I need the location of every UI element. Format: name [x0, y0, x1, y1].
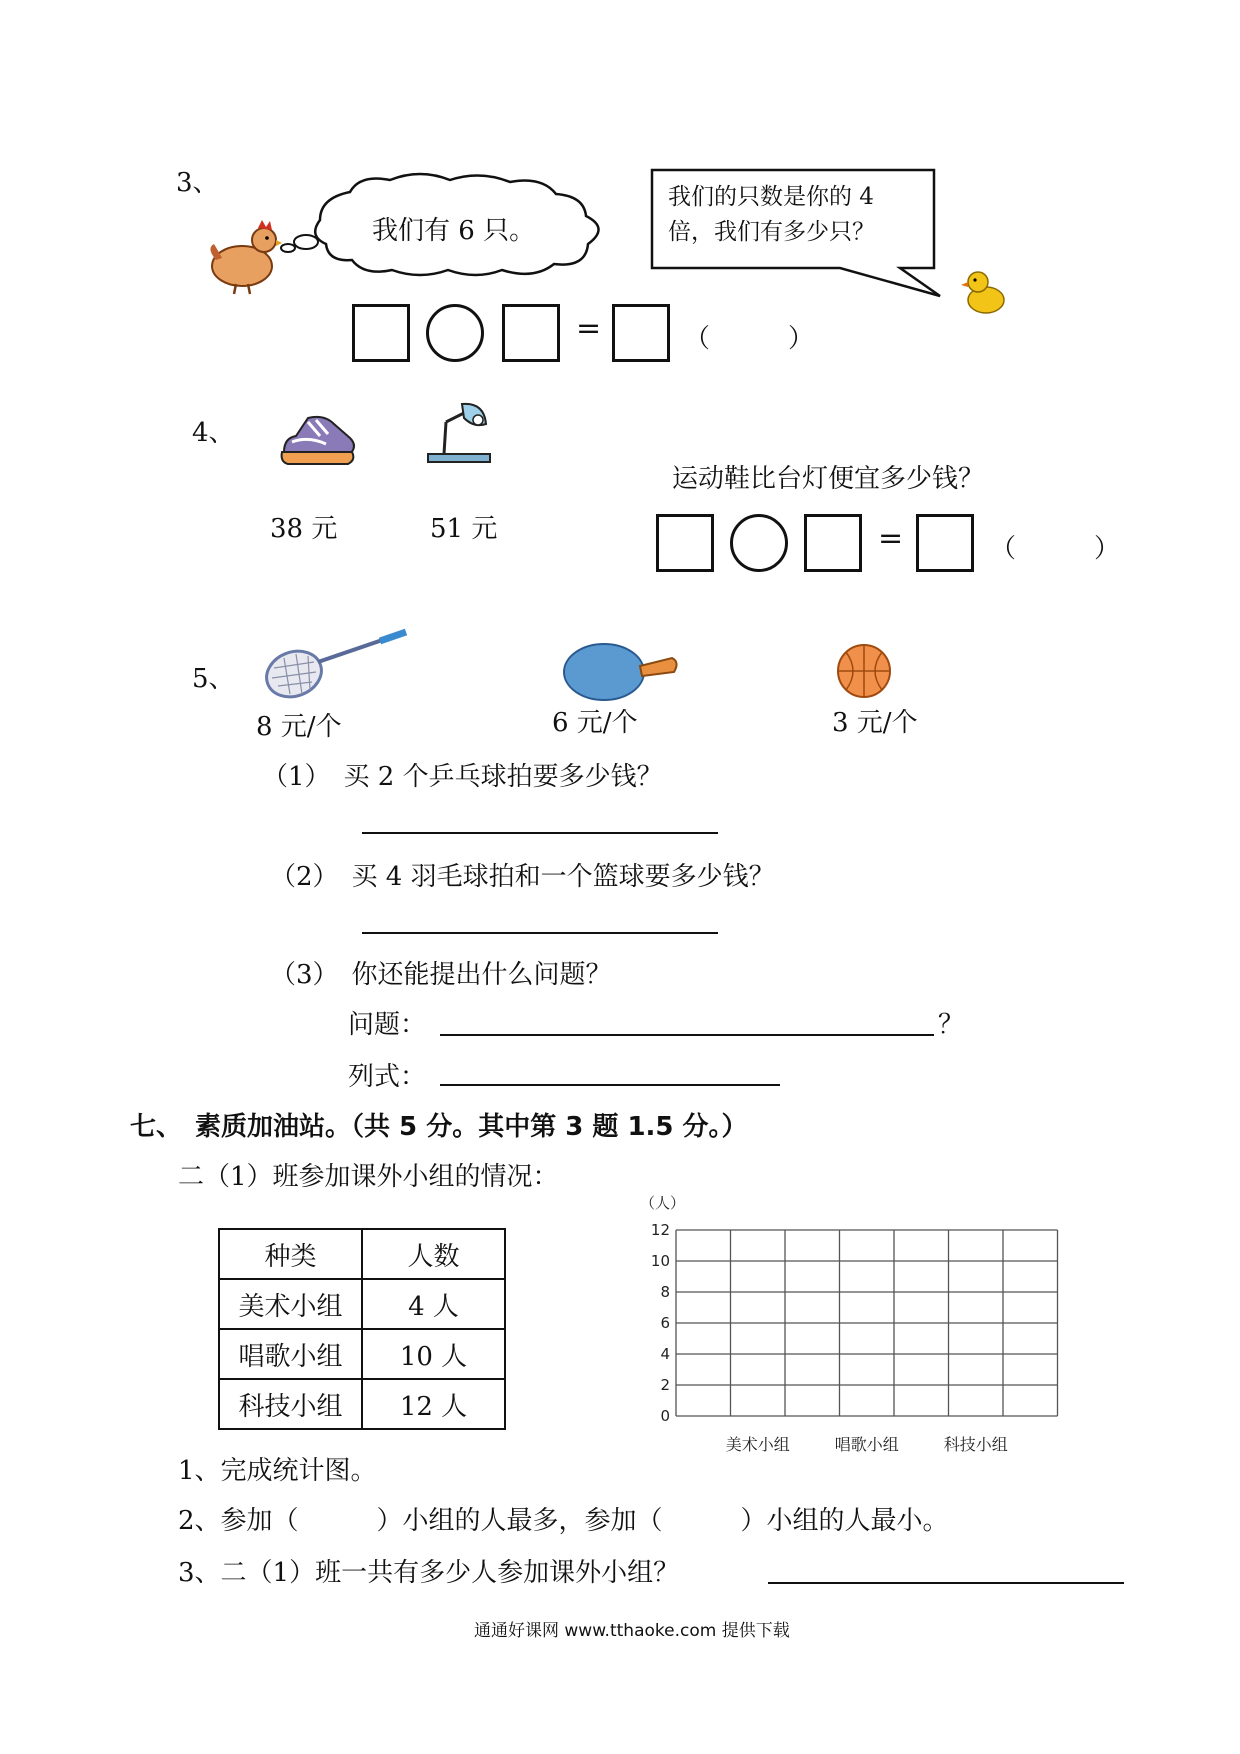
chick-speech-line1: 我们的只数是你的 4: [668, 184, 874, 210]
q5-formula-line[interactable]: [440, 1084, 780, 1086]
q5-question-line[interactable]: [440, 1034, 934, 1036]
q3-operand2-box[interactable]: [502, 304, 560, 362]
q4-result-box[interactable]: [916, 514, 974, 572]
section7-intro: 二（1）班参加课外小组的情况：: [178, 1162, 559, 1192]
q3-operand1-box[interactable]: [352, 304, 410, 362]
item1: 1、完成统计图。: [178, 1456, 377, 1486]
q4-operator-circle[interactable]: [730, 514, 788, 572]
badminton-racket-icon: [262, 628, 410, 706]
chick-speech-line2: 倍，我们有多少只？: [668, 219, 875, 245]
chick-speech-text: [668, 180, 875, 250]
q5-number: 5、: [192, 664, 235, 694]
chick-icon: [960, 268, 1010, 316]
q4-answer-paren[interactable]: （ ）: [990, 534, 1121, 564]
table-row: [219, 1379, 505, 1429]
hen-speech-text: 我们有 6 只。: [372, 216, 536, 246]
q5-sub1-answer-line[interactable]: [362, 832, 718, 834]
racket-price: 8 元/个: [256, 712, 342, 742]
q4-equals-sign: =: [878, 521, 904, 556]
q3-operator-circle[interactable]: [426, 304, 484, 362]
q3-equals-sign: =: [576, 311, 602, 346]
chart-y-tick-label: 10: [650, 1252, 670, 1270]
table-header-row: [219, 1229, 505, 1279]
stat-table: [218, 1228, 506, 1430]
chart-x-category-label: 科技小组: [943, 1435, 1008, 1454]
q5-sub2-answer-line[interactable]: [362, 932, 718, 934]
chart-x-category-label: 唱歌小组: [834, 1435, 899, 1454]
sneaker-icon: [278, 408, 358, 470]
pingpong-price: 6 元/个: [552, 708, 638, 738]
q3-number: 3、: [176, 168, 219, 198]
ball-price: 3 元/个: [832, 708, 918, 738]
q5-question-end: ？: [938, 1010, 965, 1040]
chart-y-tick-label: 2: [660, 1376, 670, 1394]
q4-number: 4、: [192, 418, 235, 448]
table-cell: 唱歌小组: [219, 1329, 362, 1379]
footer: 通通好课网 www.tthaoke.com 提供下载: [474, 1621, 790, 1641]
q3-answer-paren[interactable]: （ ）: [684, 324, 815, 354]
chart-y-tick-label: 4: [660, 1345, 670, 1363]
table-header-cell: 人数: [362, 1229, 505, 1279]
chart-y-axis-label: （人）: [640, 1194, 686, 1212]
table-cell: 12 人: [362, 1379, 505, 1429]
q5-question-label: 问题：: [348, 1010, 427, 1040]
q4-operand1-box[interactable]: [656, 514, 714, 572]
chart-y-tick-label: 6: [660, 1314, 670, 1332]
shoe-price: 38 元: [270, 514, 338, 544]
item3: 3、二（1）班一共有多少人参加课外小组？: [178, 1558, 680, 1588]
section7-title: 七、 素质加油站。（共 5 分。其中第 3 题 1.5 分。）: [130, 1112, 748, 1142]
q5-formula-label: 列式：: [348, 1062, 427, 1092]
lamp-price: 51 元: [430, 514, 498, 544]
chart-x-category-label: 美术小组: [725, 1435, 790, 1454]
q4-question: 运动鞋比台灯便宜多少钱？: [672, 464, 985, 494]
table-cell: 美术小组: [219, 1279, 362, 1329]
q5-sub1: （1） 买 2 个乒乓球拍要多少钱？: [262, 762, 663, 792]
table-header-cell: 种类: [219, 1229, 362, 1279]
bar-chart[interactable]: [630, 1180, 1070, 1454]
q4-operand2-box[interactable]: [804, 514, 862, 572]
q5-sub2: （2） 买 4 羽毛球拍和一个篮球要多少钱？: [270, 862, 775, 892]
chart-y-tick-label: 8: [660, 1283, 670, 1301]
table-row: [219, 1329, 505, 1379]
table-cell: 10 人: [362, 1329, 505, 1379]
item2[interactable]: 2、参加（ ）小组的人最多，参加（ ）小组的人最小。: [178, 1506, 949, 1536]
q3-result-box[interactable]: [612, 304, 670, 362]
item3-answer-line[interactable]: [768, 1582, 1124, 1584]
table-row: [219, 1279, 505, 1329]
table-cell: 4 人: [362, 1279, 505, 1329]
desk-lamp-icon: [424, 402, 494, 466]
q5-sub3: （3） 你还能提出什么问题？: [270, 960, 612, 990]
hen-icon: [206, 218, 282, 296]
chart-y-tick-label: 12: [650, 1221, 670, 1239]
chart-y-tick-label: 0: [660, 1407, 670, 1425]
pingpong-paddle-icon: [562, 638, 680, 702]
basketball-icon: [834, 642, 894, 700]
table-cell: 科技小组: [219, 1379, 362, 1429]
